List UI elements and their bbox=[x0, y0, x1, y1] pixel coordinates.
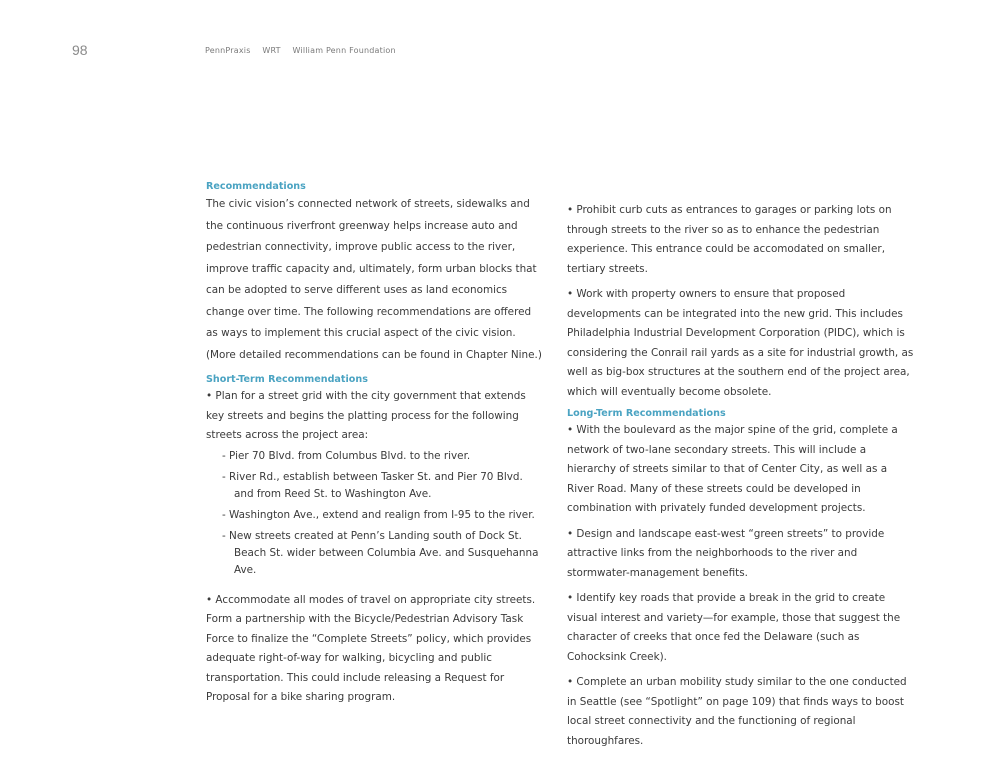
street-list-item-line: - New streets created at Penn’s Landing south of Dock St. bbox=[222, 529, 522, 542]
street-list-item bbox=[206, 507, 546, 524]
short-term-bullet: • Prohibit curb cuts as entrances to garages or parking lots on through streets to the river so as to enhance the pedestrian experience. This entrance could be accomodated on smaller, tertiary streets. bbox=[567, 204, 892, 275]
header-pennpraxis: PennPraxis bbox=[205, 46, 251, 55]
short-term-heading: Short-Term Recommendations bbox=[206, 374, 368, 385]
street-list-item-line: - Washington Ave., extend and realign from I-95 to the river. bbox=[222, 508, 535, 521]
street-list-item bbox=[206, 469, 546, 503]
short-term-bullet: • Accommodate all modes of travel on appropriate city streets. Form a partnership with the Bicycle/Pedestrian Advisory Task Force to finalize the “Complete Streets” policy, which provides adequate right-of-way for walking, bicycling and public transportation. This could include releasing a Request for Proposal for a bike sharing program. bbox=[206, 593, 536, 703]
recommendations-heading: Recommendations bbox=[206, 181, 306, 192]
street-list-item-continuation: Beach St. wider between Columbia Ave. and Susquehanna Ave. bbox=[234, 546, 539, 576]
short-term-bullet: • Plan for a street grid with the city government that extends key streets and begins the platting process for the following streets across the project area: bbox=[206, 390, 526, 441]
street-list-item-continuation: and from Reed St. to Washington Ave. bbox=[234, 487, 432, 500]
long-term-bullet: • Identify key roads that provide a break in the grid to create visual interest and variety—for example, those that suggest the character of creeks that once fed the Delaware (such as Cohocksink Creek). bbox=[567, 592, 901, 663]
header-william-penn-foundation: William Penn Foundation bbox=[292, 46, 396, 55]
long-term-heading: Long-Term Recommendations bbox=[567, 408, 726, 419]
street-list-item-line: - River Rd., establish between Tasker St. and Pier 70 Blvd. bbox=[222, 470, 523, 483]
left-column bbox=[206, 181, 546, 714]
street-list-item bbox=[206, 528, 546, 579]
street-list-item bbox=[206, 448, 546, 465]
page-number: 98 bbox=[72, 42, 88, 58]
intro-paragraph: The civic vision’s connected network of streets, sidewalks and the continuous riverfront greenway helps increase auto and pedestrian connectivity, improve public access to the river, improve traffic capacity and, ultimately, form urban blocks that can be adopted to serve different uses as land economics change over time. The following recommendations are offered as ways to implement this crucial aspect of the civic vision. (More detailed recommendations can be found in Chapter Nine.) bbox=[206, 198, 542, 361]
running-header bbox=[205, 46, 405, 55]
header-wrt: WRT bbox=[262, 46, 281, 55]
short-term-bullet: • Work with property owners to ensure that proposed developments can be integrated into the new grid. This includes Philadelphia Industrial Development Corporation (PIDC), which is considering the Conrail rail yards as a site for industrial growth, as well as big-box structures at the southern end of the project area, which will eventually become obsolete. bbox=[567, 288, 914, 398]
long-term-bullet: • Design and landscape east-west “green streets” to provide attractive links from the neighborhoods to the river and stormwater-management benefits. bbox=[567, 527, 885, 579]
long-term-bullet: • With the boulevard as the major spine of the grid, complete a network of two-lane secondary streets. This will include a hierarchy of streets similar to that of Center City, as well as a River Road. Many of these streets could be developed in combination with privately funded development projects. bbox=[567, 424, 898, 514]
right-column bbox=[567, 201, 917, 757]
long-term-bullet: • Complete an urban mobility study similar to the one conducted in Seattle (see “Spotlight” on page 109) that finds ways to boost local street connectivity and the functioning of regional thoroughfares. bbox=[567, 676, 907, 747]
street-list-item-line: - Pier 70 Blvd. from Columbus Blvd. to the river. bbox=[222, 449, 471, 462]
